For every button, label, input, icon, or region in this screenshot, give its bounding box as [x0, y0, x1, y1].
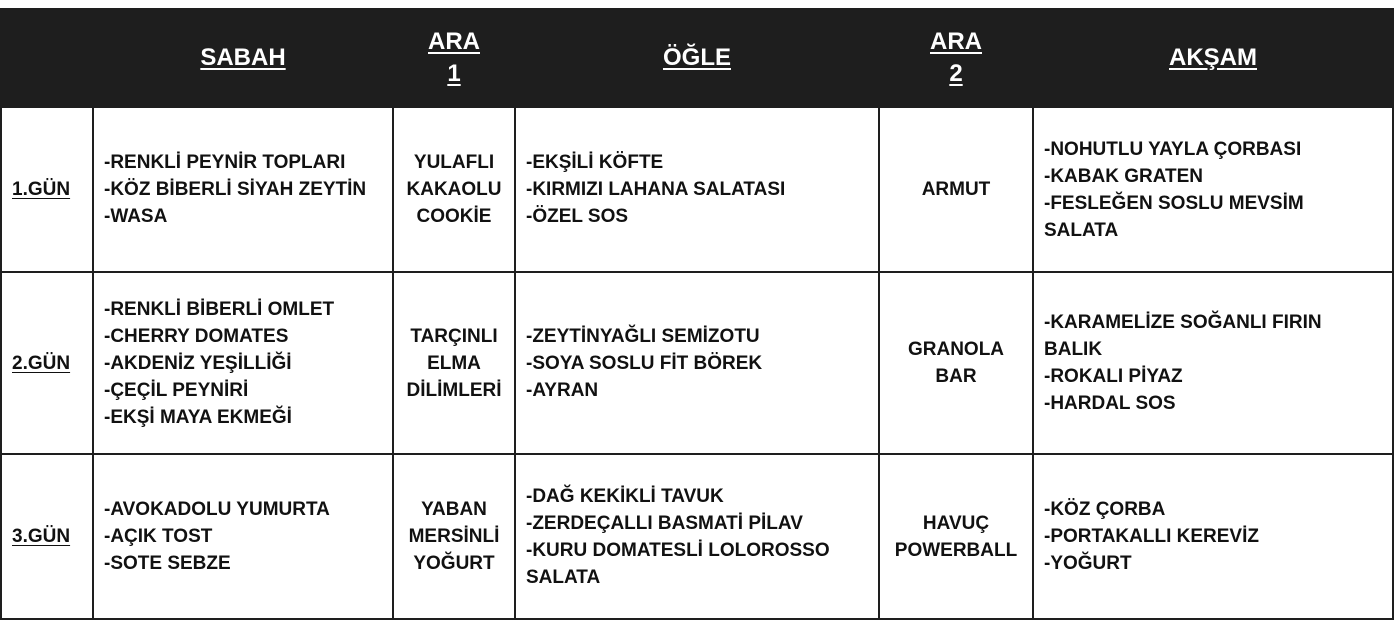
list-item: -AYRAN — [526, 379, 599, 401]
ogle-cell — [515, 107, 879, 272]
list-item: -EKŞİ MAYA EKMEĞİ — [104, 406, 292, 428]
list-item: POWERBALL — [894, 539, 1018, 561]
header-row — [1, 9, 1393, 107]
list-item: YOĞURT — [413, 553, 495, 574]
header-ara-2 — [879, 9, 1033, 107]
meal-plan-table — [0, 8, 1394, 620]
aksam-cell — [1033, 454, 1393, 619]
list-item: -KARAMELİZE SOĞANLI FIRIN BALIK — [1044, 312, 1322, 360]
header-ara-2-top: ARA — [930, 28, 982, 55]
header-sabah: SABAH — [93, 9, 393, 107]
ara-1-cell — [393, 454, 515, 619]
day-label: 1.GÜN — [1, 107, 93, 272]
ara-2-cell — [879, 272, 1033, 454]
list-item: -DAĞ KEKİKLİ TAVUK — [526, 485, 724, 507]
ara-1-cell — [393, 272, 515, 454]
list-item: -FESLEĞEN SOSLU MEVSİM SALATA — [1044, 192, 1304, 241]
table-row — [1, 272, 1393, 454]
sabah-cell — [93, 107, 393, 272]
sabah-cell — [93, 454, 393, 619]
header-ara-2-bottom: 2 — [949, 60, 963, 87]
list-item: HAVUÇ — [922, 512, 990, 534]
list-item: -AVOKADOLU YUMURTA — [104, 499, 330, 520]
list-item: -KURU DOMATESLİ LOLOROSSO SALATA — [526, 539, 830, 588]
list-item: -PORTAKALLI KEREVİZ — [1044, 526, 1259, 547]
table-row — [1, 107, 1393, 272]
list-item: BAR — [935, 366, 977, 387]
ogle-cell — [515, 454, 879, 619]
list-item: -ROKALI PİYAZ — [1044, 366, 1183, 387]
aksam-cell — [1033, 107, 1393, 272]
ara-2-cell — [879, 454, 1033, 619]
list-item: -KÖZ BİBERLİ SİYAH ZEYTİN — [104, 179, 367, 200]
list-item: -ÖZEL SOS — [526, 206, 629, 227]
list-item: -HARDAL SOS — [1044, 393, 1176, 414]
table-row — [1, 454, 1393, 619]
list-item: -ZERDEÇALLI BASMATİ PİLAV — [526, 512, 803, 534]
list-item: GRANOLA — [907, 339, 1005, 360]
list-item: -SOYA SOSLU FİT BÖREK — [526, 352, 763, 374]
list-item: -RENKLİ BİBERLİ OMLET — [104, 298, 335, 320]
list-item: -SOTE SEBZE — [104, 553, 231, 574]
header-ara-1-bottom: 1 — [447, 60, 461, 87]
list-item: DİLİMLERİ — [406, 379, 502, 401]
aksam-cell — [1033, 272, 1393, 454]
sabah-cell — [93, 272, 393, 454]
list-item: -NOHUTLU YAYLA ÇORBASI — [1044, 138, 1302, 160]
day-label: 2.GÜN — [1, 272, 93, 454]
list-item: ARMUT — [921, 179, 991, 200]
day-label: 3.GÜN — [1, 454, 93, 619]
list-item: -KÖZ ÇORBA — [1044, 499, 1166, 520]
list-item: -CHERRY DOMATES — [104, 325, 289, 347]
ara-2-cell — [879, 107, 1033, 272]
list-item: MERSİNLİ — [408, 526, 500, 547]
ogle-cell — [515, 272, 879, 454]
header-corner-cell — [1, 9, 93, 107]
header-ara-1 — [393, 9, 515, 107]
list-item: -ZEYTİNYAĞLI SEMİZOTU — [526, 325, 760, 347]
list-item: -AÇIK TOST — [104, 526, 213, 547]
list-item: -AKDENİZ YEŞİLLİĞİ — [104, 352, 292, 374]
header-aksam: AKŞAM — [1033, 9, 1393, 107]
header-ogle: ÖĞLE — [515, 9, 879, 107]
ara-1-cell — [393, 107, 515, 272]
list-item: -EKŞİLİ KÖFTE — [526, 152, 664, 173]
list-item: -ÇEÇİL PEYNİRİ — [104, 379, 249, 401]
list-item: YABAN — [421, 499, 487, 520]
header-ara-1-top: ARA — [428, 28, 480, 55]
list-item: YULAFLI — [413, 152, 495, 173]
list-item: -KIRMIZI LAHANA SALATASI — [526, 179, 786, 200]
list-item: COOKİE — [416, 206, 492, 227]
list-item: ELMA — [427, 352, 481, 374]
list-item: -KABAK GRATEN — [1044, 165, 1204, 187]
list-item: -WASA — [104, 206, 168, 227]
list-item: -RENKLİ PEYNİR TOPLARI — [104, 152, 346, 173]
list-item: KAKAOLU — [406, 179, 502, 200]
list-item: -YOĞURT — [1044, 553, 1132, 574]
list-item: TARÇINLI — [410, 325, 498, 347]
